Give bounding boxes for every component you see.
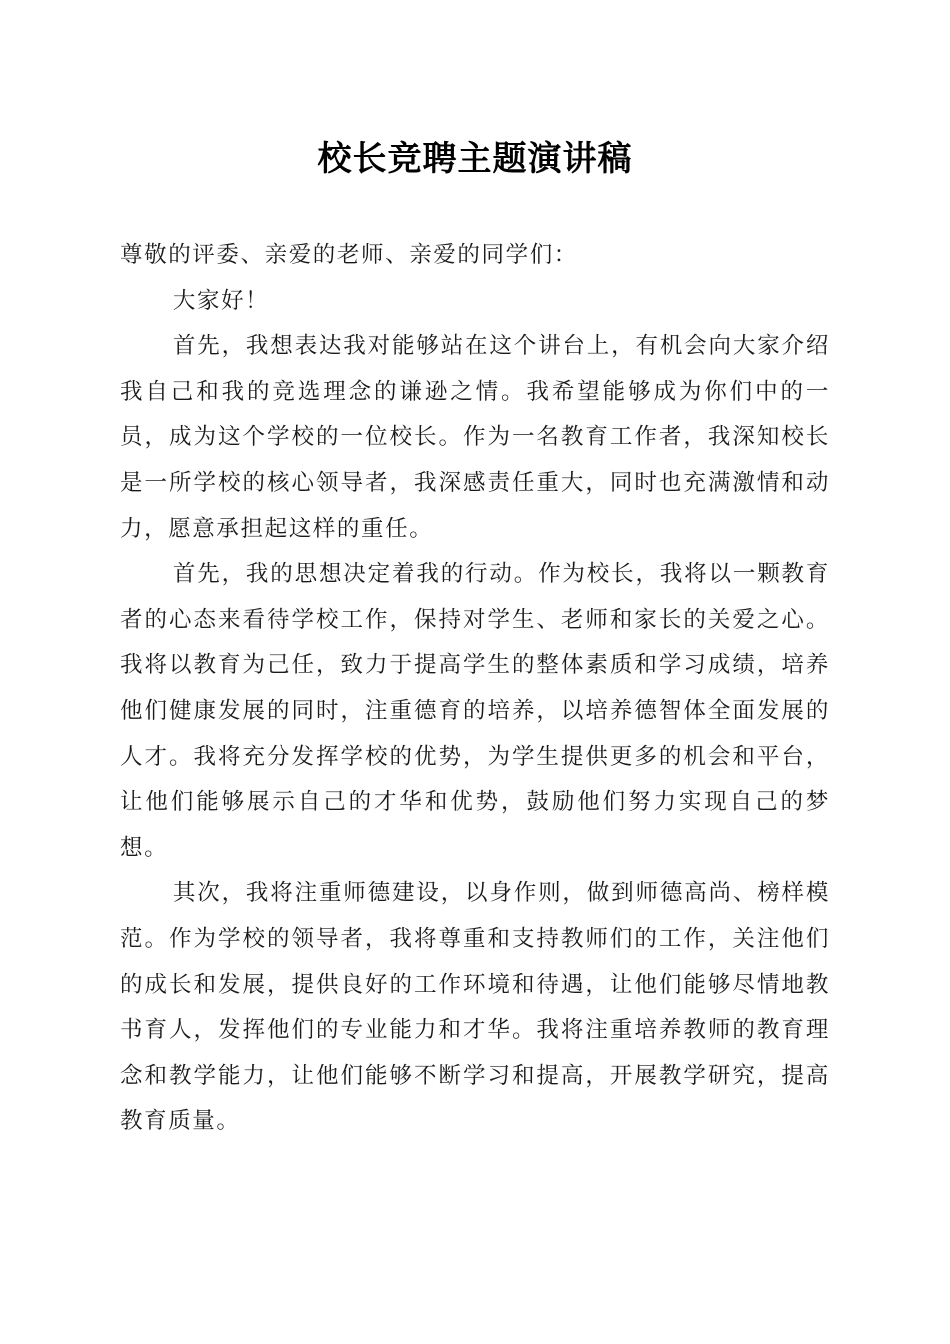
- document-title: 校长竞聘主题演讲稿: [317, 139, 633, 179]
- paragraph-2: 首先，我的思想决定着我的行动。作为校长，我将以一颗教育者的心态来看待学校工作，保持对学生、老师和家长的关爱之心。我将以教育为己任，致力于提高学生的整体素质和学习成绩，培养他们健康发展的同时，注重德育的培养，以培养德智体全面发展的人才。我将充分发挥学校的优势，为学生提供更多的机会和平台，让他们能够展示自己的才华和优势，鼓励他们努力实现自己的梦想。: [120, 561, 830, 861]
- document-body: [120, 233, 830, 1145]
- salutation: 尊敬的评委、亲爱的老师、亲爱的同学们：: [120, 242, 578, 268]
- greeting: 大家好！: [172, 287, 270, 314]
- paragraph-1: 首先，我想表达我对能够站在这个讲台上，有机会向大家介绍我自己和我的竞选理念的谦逊之情。我希望能够成为你们中的一员，成为这个学校的一位校长。作为一名教育工作者，我深知校长是一所学校的核心领导者，我深感责任重大，同时也充满激情和动力，愿意承担起这样的重任。: [120, 333, 830, 542]
- paragraph-3: 其次，我将注重师德建设，以身作则，做到师德高尚、榜样模范。作为学校的领导者，我将尊重和支持教师们的工作，关注他们的成长和发展，提供良好的工作环境和待遇，让他们能够尽情地教书育人，发挥他们的专业能力和才华。我将注重培养教师的教育理念和教学能力，让他们能够不断学习和提高，开展教学研究，提高教育质量。: [120, 880, 830, 1135]
